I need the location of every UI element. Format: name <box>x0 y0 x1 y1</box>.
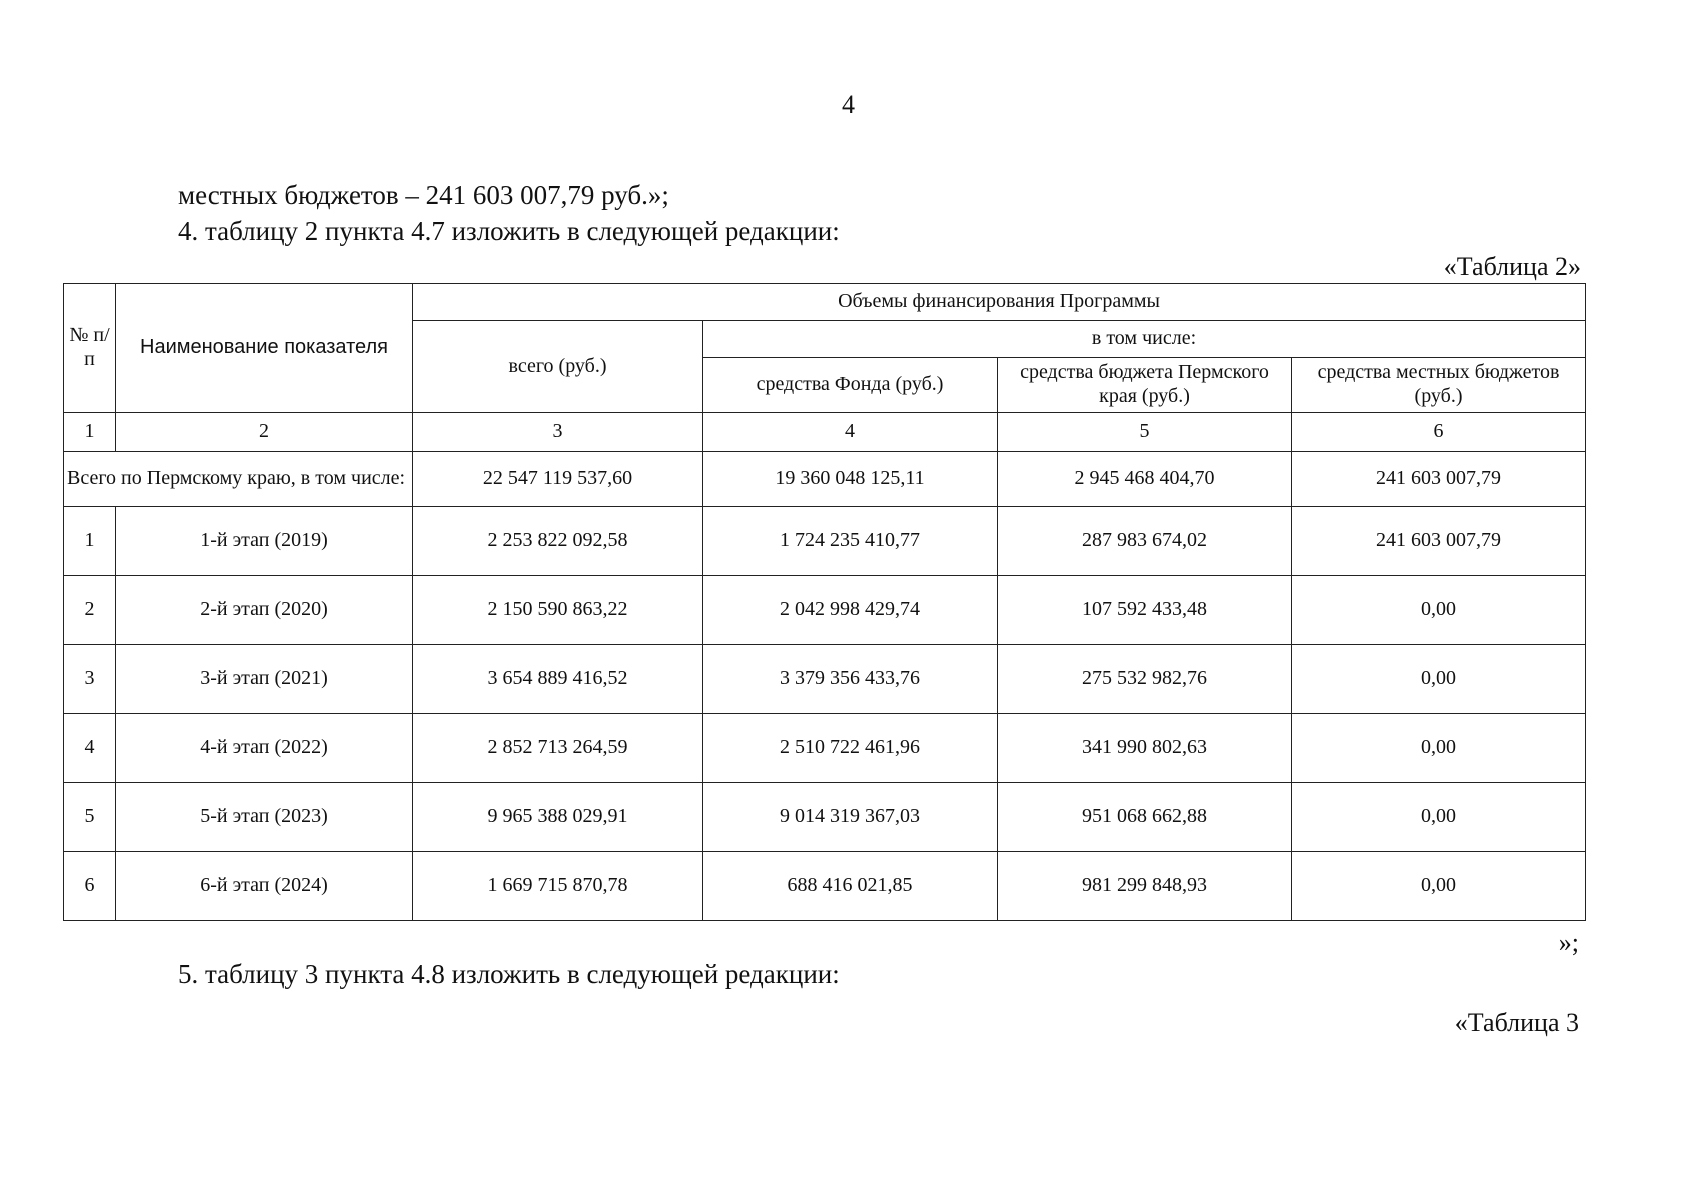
header-including-label: в том числе: <box>1091 327 1197 350</box>
row-num: 4 <box>64 714 116 783</box>
column-number: 2 <box>116 413 413 452</box>
header-name-label: Наименование показателя <box>140 336 388 359</box>
row-local: 0,00 <box>1292 576 1586 645</box>
header-including <box>703 321 1586 358</box>
total-row-label: Всего по Пермскому краю, в том числе: <box>64 452 413 507</box>
row-region: 275 532 982,76 <box>998 645 1292 714</box>
row-name: 1-й этап (2019) <box>116 507 413 576</box>
intro-line-local-budgets: местных бюджетов – 241 603 007,79 руб.»; <box>178 180 669 210</box>
header-fund <box>703 358 998 413</box>
row-name: 2-й этап (2020) <box>116 576 413 645</box>
column-number: 6 <box>1292 413 1586 452</box>
row-name: 6-й этап (2024) <box>116 852 413 921</box>
row-fund: 2 042 998 429,74 <box>703 576 998 645</box>
table-row <box>64 645 1586 714</box>
header-row-1 <box>64 284 1586 321</box>
row-fund: 2 510 722 461,96 <box>703 714 998 783</box>
header-name <box>116 284 413 413</box>
row-num: 6 <box>64 852 116 921</box>
row-region: 951 068 662,88 <box>998 783 1292 852</box>
table-3-caption: «Таблица 3 <box>1454 1008 1579 1037</box>
header-total-label: всего (руб.) <box>508 354 607 377</box>
row-region: 981 299 848,93 <box>998 852 1292 921</box>
row-num: 2 <box>64 576 116 645</box>
row-name: 5-й этап (2023) <box>116 783 413 852</box>
table-row <box>64 852 1586 921</box>
instruction-table-3: 5. таблицу 3 пункта 4.8 изложить в следующей редакции: <box>178 959 840 989</box>
closing-quote-mark: »; <box>1558 928 1579 957</box>
header-region <box>998 358 1292 413</box>
table-row <box>64 576 1586 645</box>
total-row-region: 2 945 468 404,70 <box>998 452 1292 507</box>
header-funding-label: Объемы финансирования Программы <box>838 290 1160 313</box>
row-region: 341 990 802,63 <box>998 714 1292 783</box>
column-number-row <box>64 413 1586 452</box>
row-local: 0,00 <box>1292 714 1586 783</box>
row-region: 107 592 433,48 <box>998 576 1292 645</box>
column-number: 5 <box>998 413 1292 452</box>
row-local: 0,00 <box>1292 783 1586 852</box>
column-number: 1 <box>64 413 116 452</box>
row-fund: 3 379 356 433,76 <box>703 645 998 714</box>
header-region-label: средства бюджета Пермского края (руб.) <box>1020 361 1269 407</box>
total-row <box>64 452 1586 507</box>
row-total: 1 669 715 870,78 <box>413 852 703 921</box>
page-number: 4 <box>842 90 855 119</box>
row-local: 241 603 007,79 <box>1292 507 1586 576</box>
row-region: 287 983 674,02 <box>998 507 1292 576</box>
row-total: 2 253 822 092,58 <box>413 507 703 576</box>
header-num-label: № п/п <box>69 324 110 370</box>
table-row <box>64 783 1586 852</box>
instruction-table-2: 4. таблицу 2 пункта 4.7 изложить в следующей редакции: <box>178 216 840 246</box>
header-local-label: средства местных бюджетов (руб.) <box>1317 361 1560 407</box>
row-local: 0,00 <box>1292 645 1586 714</box>
table-row <box>64 507 1586 576</box>
row-num: 1 <box>64 507 116 576</box>
row-name: 4-й этап (2022) <box>116 714 413 783</box>
table-2-caption: «Таблица 2» <box>1443 252 1581 281</box>
row-local: 0,00 <box>1292 852 1586 921</box>
row-total: 2 852 713 264,59 <box>413 714 703 783</box>
total-row-fund: 19 360 048 125,11 <box>703 452 998 507</box>
total-row-local: 241 603 007,79 <box>1292 452 1586 507</box>
row-total: 9 965 388 029,91 <box>413 783 703 852</box>
row-fund: 1 724 235 410,77 <box>703 507 998 576</box>
header-fund-label: средства Фонда (руб.) <box>756 373 944 396</box>
header-total <box>413 321 703 413</box>
table-row <box>64 714 1586 783</box>
column-number: 3 <box>413 413 703 452</box>
row-num: 5 <box>64 783 116 852</box>
row-total: 2 150 590 863,22 <box>413 576 703 645</box>
row-total: 3 654 889 416,52 <box>413 645 703 714</box>
column-number: 4 <box>703 413 998 452</box>
header-local <box>1292 358 1586 413</box>
funding-table <box>63 283 1586 921</box>
total-row-total: 22 547 119 537,60 <box>413 452 703 507</box>
header-num <box>64 284 116 413</box>
row-num: 3 <box>64 645 116 714</box>
row-name: 3-й этап (2021) <box>116 645 413 714</box>
header-funding <box>413 284 1586 321</box>
row-fund: 9 014 319 367,03 <box>703 783 998 852</box>
row-fund: 688 416 021,85 <box>703 852 998 921</box>
